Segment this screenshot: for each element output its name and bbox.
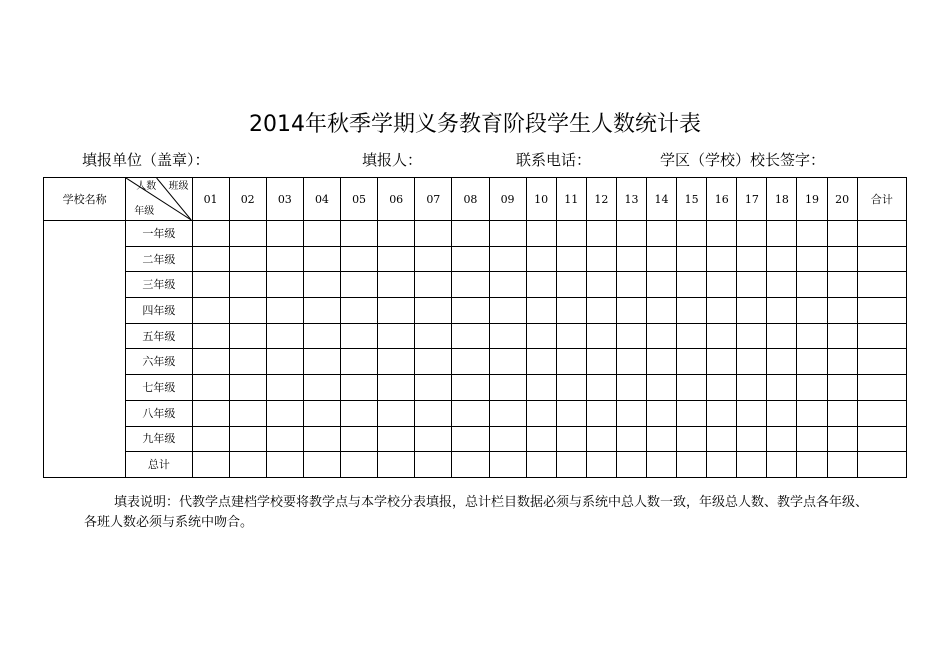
count-cell[interactable] <box>737 246 767 272</box>
count-cell[interactable] <box>827 349 857 375</box>
count-cell[interactable] <box>415 400 452 426</box>
class-column-header: 06 <box>378 178 415 221</box>
count-cell[interactable] <box>489 298 526 324</box>
table-row <box>44 246 907 272</box>
count-cell[interactable] <box>378 298 415 324</box>
count-cell[interactable] <box>737 452 767 478</box>
count-cell[interactable] <box>452 246 489 272</box>
class-column-header: 05 <box>341 178 378 221</box>
count-cell[interactable] <box>616 272 646 298</box>
diagonal-header-cell <box>126 178 192 221</box>
count-cell[interactable] <box>827 375 857 401</box>
count-cell[interactable] <box>767 272 797 298</box>
count-cell[interactable] <box>229 298 266 324</box>
count-cell[interactable] <box>415 246 452 272</box>
count-cell[interactable] <box>192 272 229 298</box>
count-cell[interactable] <box>827 298 857 324</box>
count-cell[interactable] <box>767 375 797 401</box>
count-cell[interactable] <box>229 400 266 426</box>
count-cell[interactable] <box>192 221 229 247</box>
class-column-header: 13 <box>616 178 646 221</box>
class-column-header: 17 <box>737 178 767 221</box>
count-cell[interactable] <box>526 375 556 401</box>
count-cell[interactable] <box>303 323 340 349</box>
count-cell[interactable] <box>647 246 677 272</box>
count-cell[interactable] <box>192 349 229 375</box>
count-cell[interactable] <box>556 272 586 298</box>
count-cell[interactable] <box>797 221 827 247</box>
count-cell[interactable] <box>229 426 266 452</box>
count-cell[interactable] <box>303 349 340 375</box>
count-cell[interactable] <box>857 400 906 426</box>
count-cell[interactable] <box>452 221 489 247</box>
count-cell[interactable] <box>737 272 767 298</box>
table-row <box>44 272 907 298</box>
count-cell[interactable] <box>266 246 303 272</box>
count-cell[interactable] <box>586 375 616 401</box>
count-cell[interactable] <box>857 272 906 298</box>
count-cell[interactable] <box>586 298 616 324</box>
count-cell[interactable] <box>229 323 266 349</box>
count-cell[interactable] <box>767 349 797 375</box>
count-cell[interactable] <box>378 246 415 272</box>
count-cell[interactable] <box>707 400 737 426</box>
count-cell[interactable] <box>489 323 526 349</box>
count-cell[interactable] <box>556 349 586 375</box>
table-row <box>44 221 907 247</box>
count-cell[interactable] <box>266 298 303 324</box>
count-cell[interactable] <box>415 298 452 324</box>
student-count-table <box>43 177 907 478</box>
count-cell[interactable] <box>526 298 556 324</box>
count-cell[interactable] <box>797 400 827 426</box>
count-cell[interactable] <box>707 452 737 478</box>
count-cell[interactable] <box>192 375 229 401</box>
count-cell[interactable] <box>303 272 340 298</box>
count-cell[interactable] <box>192 452 229 478</box>
count-cell[interactable] <box>229 452 266 478</box>
phone-label: 联系电话： <box>516 151 592 169</box>
count-cell[interactable] <box>677 452 707 478</box>
count-cell[interactable] <box>341 349 378 375</box>
count-cell[interactable] <box>378 375 415 401</box>
count-cell[interactable] <box>526 452 556 478</box>
count-cell[interactable] <box>797 349 827 375</box>
school-name-cell[interactable] <box>44 221 126 478</box>
header-row <box>44 178 907 221</box>
school-name-header: 学校名称 <box>44 178 126 221</box>
grade-label: 总计 <box>126 452 192 478</box>
count-cell[interactable] <box>452 452 489 478</box>
count-cell[interactable] <box>707 246 737 272</box>
count-cell[interactable] <box>767 400 797 426</box>
count-cell[interactable] <box>616 375 646 401</box>
grade-label: 二年级 <box>126 246 192 272</box>
count-cell[interactable] <box>737 298 767 324</box>
count-cell[interactable] <box>737 221 767 247</box>
count-cell[interactable] <box>677 349 707 375</box>
class-column-header: 14 <box>647 178 677 221</box>
count-cell[interactable] <box>452 375 489 401</box>
count-cell[interactable] <box>556 452 586 478</box>
count-cell[interactable] <box>616 426 646 452</box>
count-cell[interactable] <box>556 298 586 324</box>
count-cell[interactable] <box>797 426 827 452</box>
count-cell[interactable] <box>857 298 906 324</box>
count-cell[interactable] <box>415 452 452 478</box>
grade-label: 九年级 <box>126 426 192 452</box>
count-cell[interactable] <box>452 323 489 349</box>
diag-students-label: 人数 <box>136 181 157 192</box>
count-cell[interactable] <box>303 221 340 247</box>
count-cell[interactable] <box>857 375 906 401</box>
count-cell[interactable] <box>378 323 415 349</box>
count-cell[interactable] <box>192 426 229 452</box>
count-cell[interactable] <box>489 349 526 375</box>
count-cell[interactable] <box>378 452 415 478</box>
count-cell[interactable] <box>827 426 857 452</box>
count-cell[interactable] <box>489 375 526 401</box>
count-cell[interactable] <box>266 221 303 247</box>
count-cell[interactable] <box>647 452 677 478</box>
count-cell[interactable] <box>303 426 340 452</box>
count-cell[interactable] <box>707 426 737 452</box>
count-cell[interactable] <box>677 221 707 247</box>
count-cell[interactable] <box>586 452 616 478</box>
class-column-header: 15 <box>677 178 707 221</box>
count-cell[interactable] <box>827 246 857 272</box>
count-cell[interactable] <box>707 323 737 349</box>
count-cell[interactable] <box>229 375 266 401</box>
count-cell[interactable] <box>647 221 677 247</box>
class-column-header: 16 <box>707 178 737 221</box>
count-cell[interactable] <box>266 349 303 375</box>
count-cell[interactable] <box>229 246 266 272</box>
count-cell[interactable] <box>616 323 646 349</box>
count-cell[interactable] <box>266 452 303 478</box>
count-cell[interactable] <box>647 323 677 349</box>
count-cell[interactable] <box>341 375 378 401</box>
count-cell[interactable] <box>526 246 556 272</box>
count-cell[interactable] <box>797 452 827 478</box>
count-cell[interactable] <box>303 400 340 426</box>
grade-label: 一年级 <box>126 221 192 247</box>
count-cell[interactable] <box>647 375 677 401</box>
count-cell[interactable] <box>452 272 489 298</box>
table-row <box>44 349 907 375</box>
count-cell[interactable] <box>677 426 707 452</box>
count-cell[interactable] <box>229 349 266 375</box>
count-cell[interactable] <box>303 375 340 401</box>
count-cell[interactable] <box>378 400 415 426</box>
class-column-header: 11 <box>556 178 586 221</box>
principal-signature-label: 学区（学校）校长签字： <box>660 151 826 169</box>
table-row <box>44 323 907 349</box>
count-cell[interactable] <box>489 452 526 478</box>
count-cell[interactable] <box>707 221 737 247</box>
table-row <box>44 426 907 452</box>
count-cell[interactable] <box>677 246 707 272</box>
count-cell[interactable] <box>677 298 707 324</box>
class-column-header: 01 <box>192 178 229 221</box>
count-cell[interactable] <box>378 272 415 298</box>
grade-label: 三年级 <box>126 272 192 298</box>
count-cell[interactable] <box>526 323 556 349</box>
count-cell[interactable] <box>341 272 378 298</box>
diag-class-label: 班级 <box>168 181 189 192</box>
count-cell[interactable] <box>415 221 452 247</box>
count-cell[interactable] <box>586 426 616 452</box>
count-cell[interactable] <box>737 426 767 452</box>
class-column-header: 19 <box>797 178 827 221</box>
count-cell[interactable] <box>415 375 452 401</box>
count-cell[interactable] <box>489 400 526 426</box>
count-cell[interactable] <box>341 298 378 324</box>
count-cell[interactable] <box>827 400 857 426</box>
count-cell[interactable] <box>266 375 303 401</box>
class-column-header: 10 <box>526 178 556 221</box>
count-cell[interactable] <box>303 246 340 272</box>
count-cell[interactable] <box>616 298 646 324</box>
count-cell[interactable] <box>707 298 737 324</box>
count-cell[interactable] <box>378 426 415 452</box>
count-cell[interactable] <box>526 426 556 452</box>
count-cell[interactable] <box>616 400 646 426</box>
count-cell[interactable] <box>586 400 616 426</box>
count-cell[interactable] <box>415 272 452 298</box>
count-cell[interactable] <box>827 221 857 247</box>
count-cell[interactable] <box>341 246 378 272</box>
count-cell[interactable] <box>616 349 646 375</box>
class-column-header: 03 <box>266 178 303 221</box>
count-cell[interactable] <box>586 323 616 349</box>
count-cell[interactable] <box>452 426 489 452</box>
count-cell[interactable] <box>526 272 556 298</box>
grade-label: 四年级 <box>126 298 192 324</box>
class-column-header: 12 <box>586 178 616 221</box>
count-cell[interactable] <box>452 298 489 324</box>
count-cell[interactable] <box>526 221 556 247</box>
grade-label: 五年级 <box>126 323 192 349</box>
table-row <box>44 375 907 401</box>
count-cell[interactable] <box>647 400 677 426</box>
count-cell[interactable] <box>767 246 797 272</box>
count-cell[interactable] <box>556 246 586 272</box>
grade-label: 七年级 <box>126 375 192 401</box>
count-cell[interactable] <box>415 426 452 452</box>
count-cell[interactable] <box>266 272 303 298</box>
count-cell[interactable] <box>415 323 452 349</box>
count-cell[interactable] <box>341 452 378 478</box>
count-cell[interactable] <box>737 400 767 426</box>
grade-label: 六年级 <box>126 349 192 375</box>
count-cell[interactable] <box>192 400 229 426</box>
grade-label: 八年级 <box>126 400 192 426</box>
count-cell[interactable] <box>586 221 616 247</box>
count-cell[interactable] <box>647 272 677 298</box>
count-cell[interactable] <box>526 349 556 375</box>
count-cell[interactable] <box>378 349 415 375</box>
count-cell[interactable] <box>586 272 616 298</box>
count-cell[interactable] <box>586 246 616 272</box>
count-cell[interactable] <box>767 426 797 452</box>
count-cell[interactable] <box>857 246 906 272</box>
count-cell[interactable] <box>797 375 827 401</box>
count-cell[interactable] <box>192 298 229 324</box>
count-cell[interactable] <box>767 452 797 478</box>
count-cell[interactable] <box>556 323 586 349</box>
class-column-header: 09 <box>489 178 526 221</box>
count-cell[interactable] <box>737 375 767 401</box>
count-cell[interactable] <box>489 426 526 452</box>
count-cell[interactable] <box>707 375 737 401</box>
count-cell[interactable] <box>341 426 378 452</box>
count-cell[interactable] <box>797 246 827 272</box>
class-column-header: 07 <box>415 178 452 221</box>
count-cell[interactable] <box>526 400 556 426</box>
table-row <box>44 452 907 478</box>
count-cell[interactable] <box>647 349 677 375</box>
count-cell[interactable] <box>192 323 229 349</box>
count-cell[interactable] <box>857 426 906 452</box>
count-cell[interactable] <box>452 349 489 375</box>
count-cell[interactable] <box>616 246 646 272</box>
count-cell[interactable] <box>647 426 677 452</box>
count-cell[interactable] <box>737 323 767 349</box>
diag-grade-label: 年级 <box>134 206 155 217</box>
count-cell[interactable] <box>767 298 797 324</box>
count-cell[interactable] <box>229 221 266 247</box>
count-cell[interactable] <box>192 246 229 272</box>
class-column-header: 02 <box>229 178 266 221</box>
count-cell[interactable] <box>857 452 906 478</box>
count-cell[interactable] <box>341 400 378 426</box>
count-cell[interactable] <box>415 349 452 375</box>
count-cell[interactable] <box>556 221 586 247</box>
class-column-header: 20 <box>827 178 857 221</box>
table-row <box>44 298 907 324</box>
page-title: 2014年秋季学期义务教育阶段学生人数统计表 <box>249 112 701 137</box>
count-cell[interactable] <box>677 400 707 426</box>
count-cell[interactable] <box>767 323 797 349</box>
count-cell[interactable] <box>707 349 737 375</box>
count-cell[interactable] <box>827 323 857 349</box>
count-cell[interactable] <box>707 272 737 298</box>
count-cell[interactable] <box>341 221 378 247</box>
count-cell[interactable] <box>556 426 586 452</box>
count-cell[interactable] <box>266 323 303 349</box>
filler-label: 填报人： <box>362 151 423 169</box>
count-cell[interactable] <box>303 298 340 324</box>
count-cell[interactable] <box>489 221 526 247</box>
count-cell[interactable] <box>857 221 906 247</box>
count-cell[interactable] <box>616 221 646 247</box>
class-column-header: 18 <box>767 178 797 221</box>
count-cell[interactable] <box>303 452 340 478</box>
count-cell[interactable] <box>586 349 616 375</box>
count-cell[interactable] <box>556 375 586 401</box>
count-cell[interactable] <box>647 298 677 324</box>
count-cell[interactable] <box>797 272 827 298</box>
count-cell[interactable] <box>489 246 526 272</box>
count-cell[interactable] <box>489 272 526 298</box>
total-column-header: 合计 <box>857 178 906 221</box>
count-cell[interactable] <box>677 272 707 298</box>
reporting-unit-label: 填报单位（盖章）： <box>82 151 210 169</box>
count-cell[interactable] <box>827 272 857 298</box>
count-cell[interactable] <box>677 375 707 401</box>
count-cell[interactable] <box>556 400 586 426</box>
count-cell[interactable] <box>737 349 767 375</box>
count-cell[interactable] <box>827 452 857 478</box>
class-column-header: 04 <box>303 178 340 221</box>
count-cell[interactable] <box>797 323 827 349</box>
count-cell[interactable] <box>266 400 303 426</box>
count-cell[interactable] <box>229 272 266 298</box>
count-cell[interactable] <box>616 452 646 478</box>
filling-instructions: 填表说明：代教学点建档学校要将教学点与本学校分表填报，总计栏目数据必须与系统中总人数一致，年级总人数、教学点各年级、各班人数必须与系统中吻合。 <box>84 495 869 530</box>
count-cell[interactable] <box>767 221 797 247</box>
class-column-header: 08 <box>452 178 489 221</box>
count-cell[interactable] <box>677 323 707 349</box>
count-cell[interactable] <box>266 426 303 452</box>
count-cell[interactable] <box>452 400 489 426</box>
count-cell[interactable] <box>857 323 906 349</box>
count-cell[interactable] <box>797 298 827 324</box>
count-cell[interactable] <box>378 221 415 247</box>
table-row <box>44 400 907 426</box>
count-cell[interactable] <box>857 349 906 375</box>
count-cell[interactable] <box>341 323 378 349</box>
